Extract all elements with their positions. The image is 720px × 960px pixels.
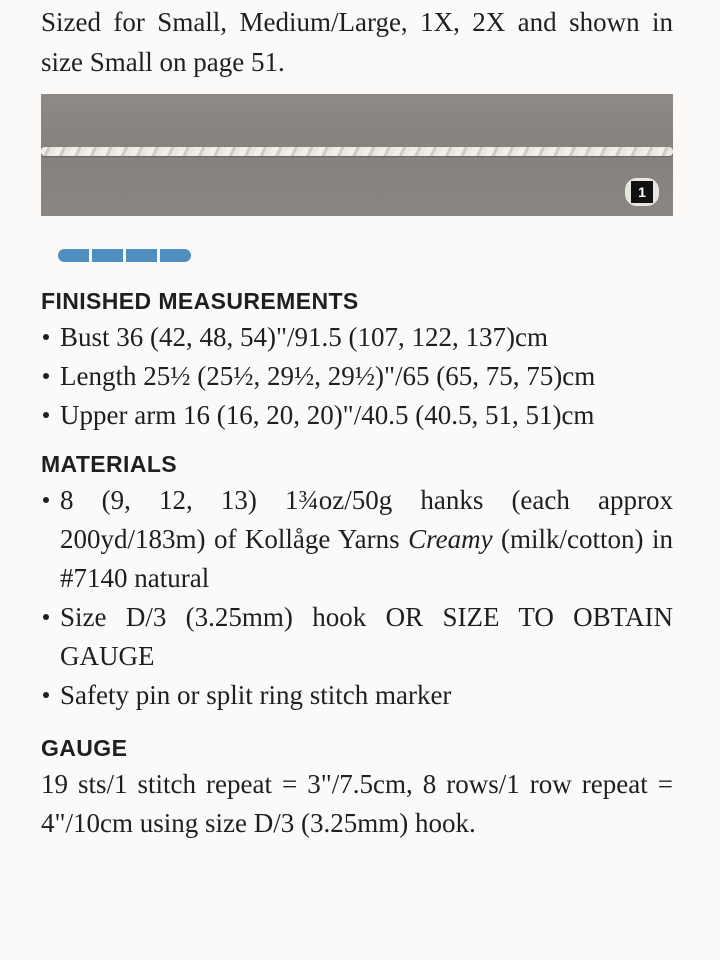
- yarn-name: Creamy: [408, 524, 493, 554]
- yarn-strand: [41, 147, 673, 156]
- upper-arm-measurement: Upper arm 16 (16, 20, 20)"/40.5 (40.5, 51, 51)cm: [60, 400, 595, 430]
- finished-measurements-heading: FINISHED MEASUREMENTS: [41, 288, 359, 314]
- skill-bar: [160, 249, 191, 262]
- yarn-weight-number: 1: [631, 181, 653, 203]
- bullet-icon: [43, 334, 49, 340]
- skill-bar: [92, 249, 123, 262]
- yarn-text-post: (milk/cotton) in #7140 natural: [60, 524, 674, 593]
- bullet-icon: [43, 692, 49, 698]
- list-item: [41, 676, 673, 715]
- list-item: [41, 318, 673, 357]
- bullet-icon: [43, 412, 49, 418]
- materials-heading: MATERIALS: [41, 451, 178, 477]
- skill-bar: [126, 249, 157, 262]
- skill-level-indicator: [58, 249, 673, 262]
- yarn-text-pre: 8 (9, 12, 13) 1¾oz/50g hanks (each approx 200yd/183m) of Kollåge Yarns: [60, 485, 673, 554]
- list-item: [41, 481, 673, 598]
- bust-measurement: Bust 36 (42, 48, 54)"/91.5 (107, 122, 137)cm: [60, 322, 548, 352]
- sizing-intro: Sized for Small, Medium/Large, 1X, 2X and shown in size Small on page 51.: [41, 7, 673, 77]
- pattern-page: [41, 0, 673, 843]
- materials-list: [41, 481, 673, 715]
- finished-measurements-list: [41, 318, 673, 435]
- skill-bar: [58, 249, 89, 262]
- list-item: [41, 396, 673, 435]
- yarn-swatch-photo: [41, 94, 673, 216]
- bullet-icon: [43, 614, 49, 620]
- gauge-text: 19 sts/1 stitch repeat = 3"/7.5cm, 8 rows/1 row repeat = 4"/10cm using size D/3 (3.25mm) hook.: [41, 769, 673, 838]
- length-measurement: Length 25½ (25½, 29½, 29½)"/65 (65, 75, 75)cm: [60, 361, 596, 391]
- bullet-icon: [43, 373, 49, 379]
- bullet-icon: [43, 497, 49, 503]
- yarn-weight-badge: [625, 178, 659, 206]
- list-item: [41, 357, 673, 396]
- hook-size: Size D/3 (3.25mm) hook OR SIZE TO OBTAIN GAUGE: [60, 602, 673, 671]
- stitch-marker: Safety pin or split ring stitch marker: [60, 680, 452, 710]
- list-item: [41, 598, 673, 676]
- gauge-heading: GAUGE: [41, 735, 128, 761]
